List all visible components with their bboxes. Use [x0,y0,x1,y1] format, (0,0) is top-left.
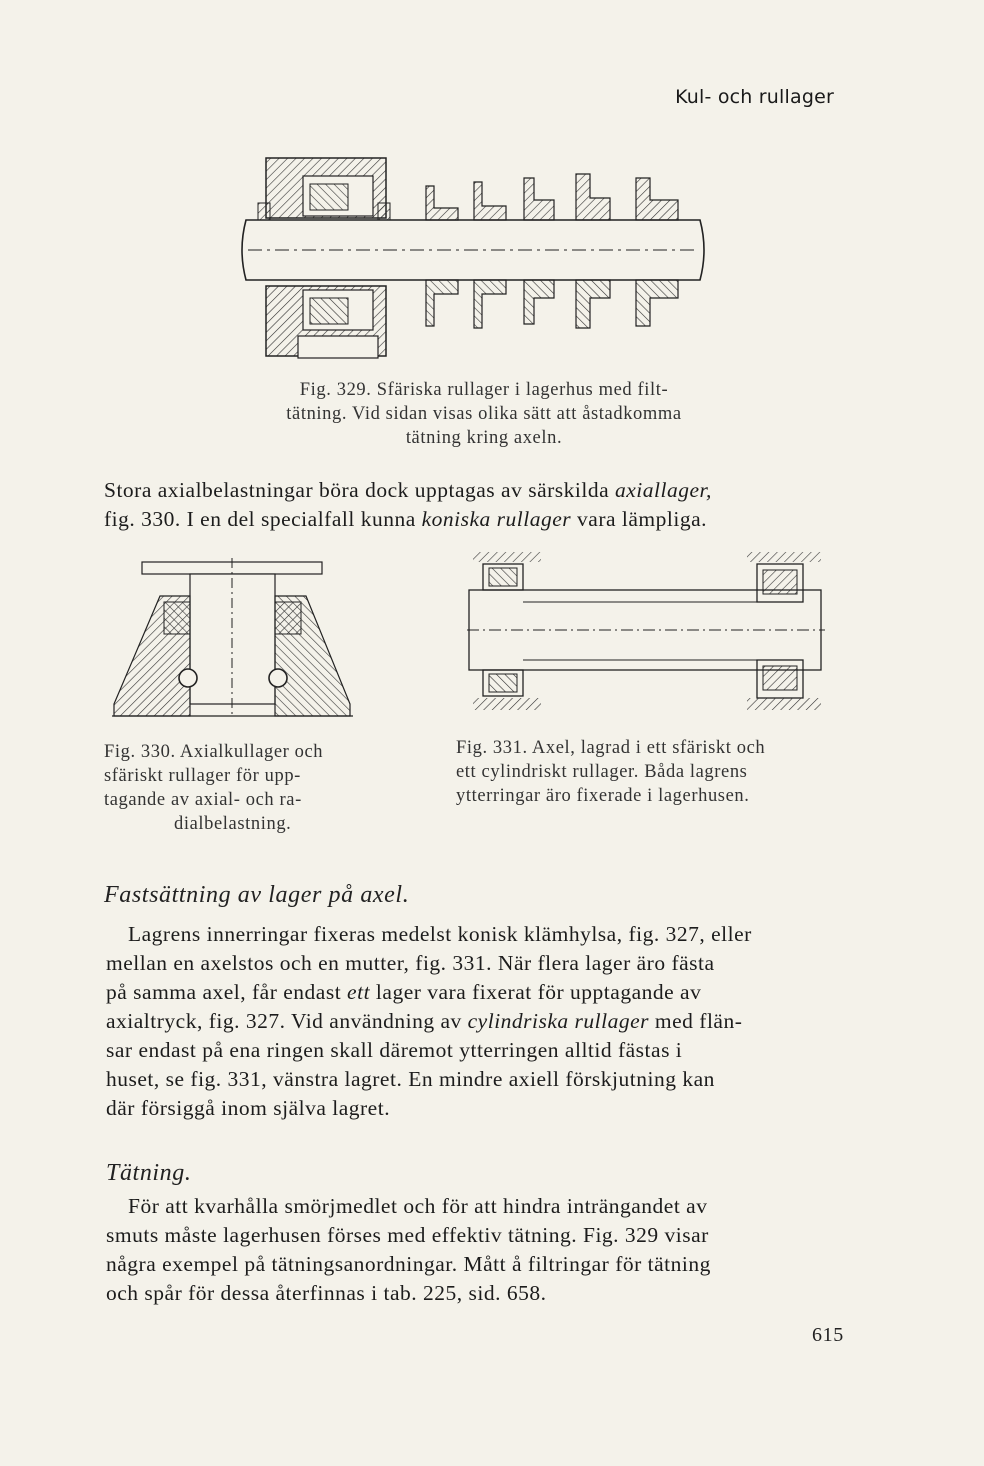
intro-text: fig. 330. I en del specialfall kunna [104,507,422,531]
section-1-paragraph [106,920,850,1123]
intro-italic-term: koniska rullager [421,507,572,531]
fig-329-caption-line: tätning. Vid sidan visas olika sätt att åstadkomma [286,404,682,424]
italic-term: cylindriska rullager [467,1009,650,1033]
fig-330-caption [104,740,364,836]
paragraph-line: mellan en axelstos och en mutter, fig. 331. När flera lager äro fästa [106,951,715,975]
fig-330-caption-line: sfäriskt rullager för upp- [104,766,301,786]
fig-331-caption-line: Fig. 331. Axel, lagrad i ett sfäriskt och [456,738,766,758]
fig-331-caption-line: ett cylindriskt rullager. Båda lagrens [456,762,748,782]
paragraph-line: där försiggå inom själva lagret. [106,1096,391,1120]
paragraph-text: med flän- [649,1009,743,1033]
paragraph-text: på samma axel, får endast [106,980,348,1004]
paragraph-line: huset, se fig. 331, vänstra lagret. En mindre axiell förskjutning kan [106,1067,715,1091]
paragraph-line: sar endast på ena ringen skall däremot ytterringen alltid fästas i [106,1038,683,1062]
running-header: Kul- och rullager [675,86,834,108]
fig-329-caption-line: tätning kring axeln. [405,428,563,448]
intro-text: vara lämpliga. [571,507,708,531]
fig-331-caption [456,736,876,808]
fig-331-drawing [465,550,827,720]
fig-330-caption-line: Fig. 330. Axialkullager och [104,742,324,762]
fig-329-caption [244,378,724,450]
page-number: 615 [812,1324,844,1346]
section-heading: Fastsättning av lager på axel. [104,882,410,908]
italic-term: ett [347,980,371,1004]
paragraph-line: smuts måste lagerhusen förses med effektiv tätning. Fig. 329 visar [106,1223,709,1247]
intro-italic-term: axiallager, [615,478,712,502]
fig-329-drawing [238,148,708,363]
fig-330-drawing [110,556,355,721]
fig-330-caption-line: tagande av axial- och ra- [104,790,302,810]
paragraph-text: lager vara fixerat för upptagande av [370,980,702,1004]
paragraph-line: För att kvarhålla smörjmedlet och för att hindra inträngandet av [128,1194,708,1218]
intro-text: Stora axialbelastningar böra dock upptagas av särskilda [104,478,616,502]
intro-paragraph [104,476,844,534]
section-2-paragraph [106,1192,850,1308]
fig-329-caption-line: Fig. 329. Sfäriska rullager i lagerhus med filt- [299,380,669,400]
section-heading: Tätning. [106,1160,192,1186]
paragraph-line: Lagrens innerringar fixeras medelst konisk klämhylsa, fig. 327, eller [128,922,752,946]
paragraph-text: axialtryck, fig. 327. Vid användning av [106,1009,468,1033]
paragraph-line: några exempel på tätningsanordningar. Mått å filtringar för tätning [106,1252,711,1276]
paragraph-line: och spår för dessa återfinnas i tab. 225, sid. 658. [106,1281,547,1305]
fig-331-caption-line: ytterringar äro fixerade i lagerhusen. [456,786,750,806]
fig-330-caption-line: dialbelastning. [174,814,292,834]
